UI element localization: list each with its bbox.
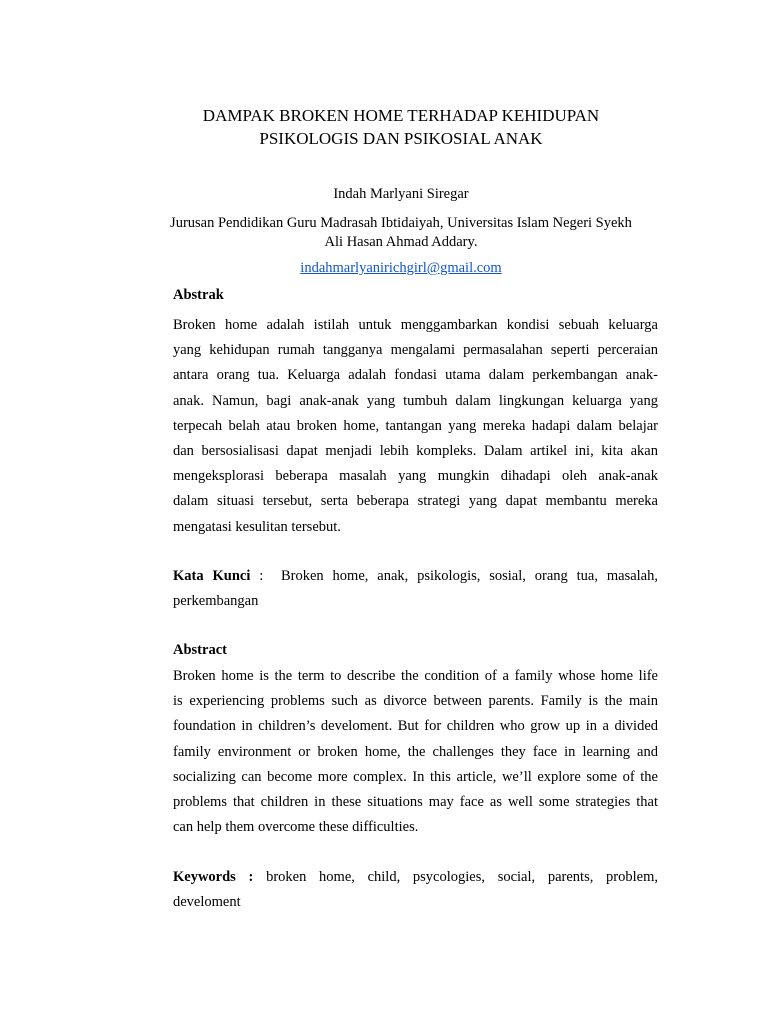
abstrak-line: Broken home adalah istilah untuk menggambarkan kondisi sebuah keluarga (173, 317, 658, 333)
kata-kunci (173, 564, 658, 614)
keywords-line-2: develoment (173, 894, 241, 911)
abstract-line: is experiencing problems such as divorce between parents. Family is the main (173, 693, 658, 710)
abstrak-line: antara orang tua. Keluarga adalah fondasi utama dalam perkembangan anak- (173, 367, 658, 384)
abstract-line: Broken home is the term to describe the condition of a family whose home life (173, 668, 658, 684)
keywords-terms: broken home, child, psycologies, social, parents, problem, (266, 869, 658, 885)
abstract-line: socializing can become more complex. In this article, we’ll explore some of the (173, 768, 658, 785)
abstrak-body (173, 313, 658, 540)
keywords-label: Keywords : (173, 869, 254, 885)
author-email (110, 260, 692, 277)
abstract-heading: Abstract (173, 642, 227, 658)
author-affiliation (100, 214, 702, 252)
abstract-body (173, 664, 658, 840)
title-line-1: DAMPAK BROKEN HOME TERHADAP KEHIDUPAN (202, 106, 600, 125)
abstrak-line: mengeksplorasi beberapa masalah yang mungkin dihadapi oleh anak-anak (173, 468, 658, 485)
kata-kunci-label: Kata Kunci (173, 568, 251, 584)
abstrak-line: anak. Namun, bagi anak-anak yang tumbuh dalam lingkungan keluarga yang (173, 392, 658, 409)
title-line-2: PSIKOLOGIS DAN PSIKOSIAL ANAK (259, 129, 543, 148)
author-name: Indah Marlyani Siregar (333, 186, 469, 202)
abstract-line: foundation in children’s develoment. But for children who grow up in a divided (173, 718, 658, 735)
affiliation-line-2: Ali Hasan Ahmad Addary. (324, 234, 478, 250)
abstrak-line: dalam situasi tersebut, serta beberapa strategi yang dapat membantu mereka (173, 493, 658, 510)
email-link[interactable]: indahmarlyanirichgirl@gmail.com (300, 260, 502, 276)
abstrak-line: terpecah belah atau broken home, tantangan yang mereka hadapi dalam belajar (173, 417, 658, 434)
abstrak-heading: Abstrak (173, 287, 224, 303)
kata-kunci-line-1 (173, 564, 658, 589)
abstract-line: problems that children in these situations may face as well some strategies that (173, 794, 658, 811)
kata-kunci-line-2: perkembangan (173, 593, 259, 610)
paper-title (110, 104, 692, 150)
kata-kunci-terms: Broken home, anak, psikologis, sosial, orang tua, masalah, (281, 568, 658, 584)
kata-kunci-separator: : (250, 568, 281, 584)
abstrak-line: yang kehidupan rumah tangganya mengalami permasalahan seperti perceraian (173, 342, 658, 359)
affiliation-line-1: Jurusan Pendidikan Guru Madrasah Ibtidaiyah, Universitas Islam Negeri Syekh (170, 215, 632, 231)
keywords (173, 865, 658, 915)
keywords-line-1 (173, 865, 658, 890)
abstract-line: can help them overcome these difficulties. (173, 819, 419, 836)
abstract-line: family environment or broken home, the challenges they face in learning and (173, 743, 658, 760)
abstrak-line: dan bersosialisasi dapat menjadi lebih kompleks. Dalam artikel ini, kita akan (173, 443, 658, 460)
abstrak-line: mengatasi kesulitan tersebut. (173, 518, 341, 535)
